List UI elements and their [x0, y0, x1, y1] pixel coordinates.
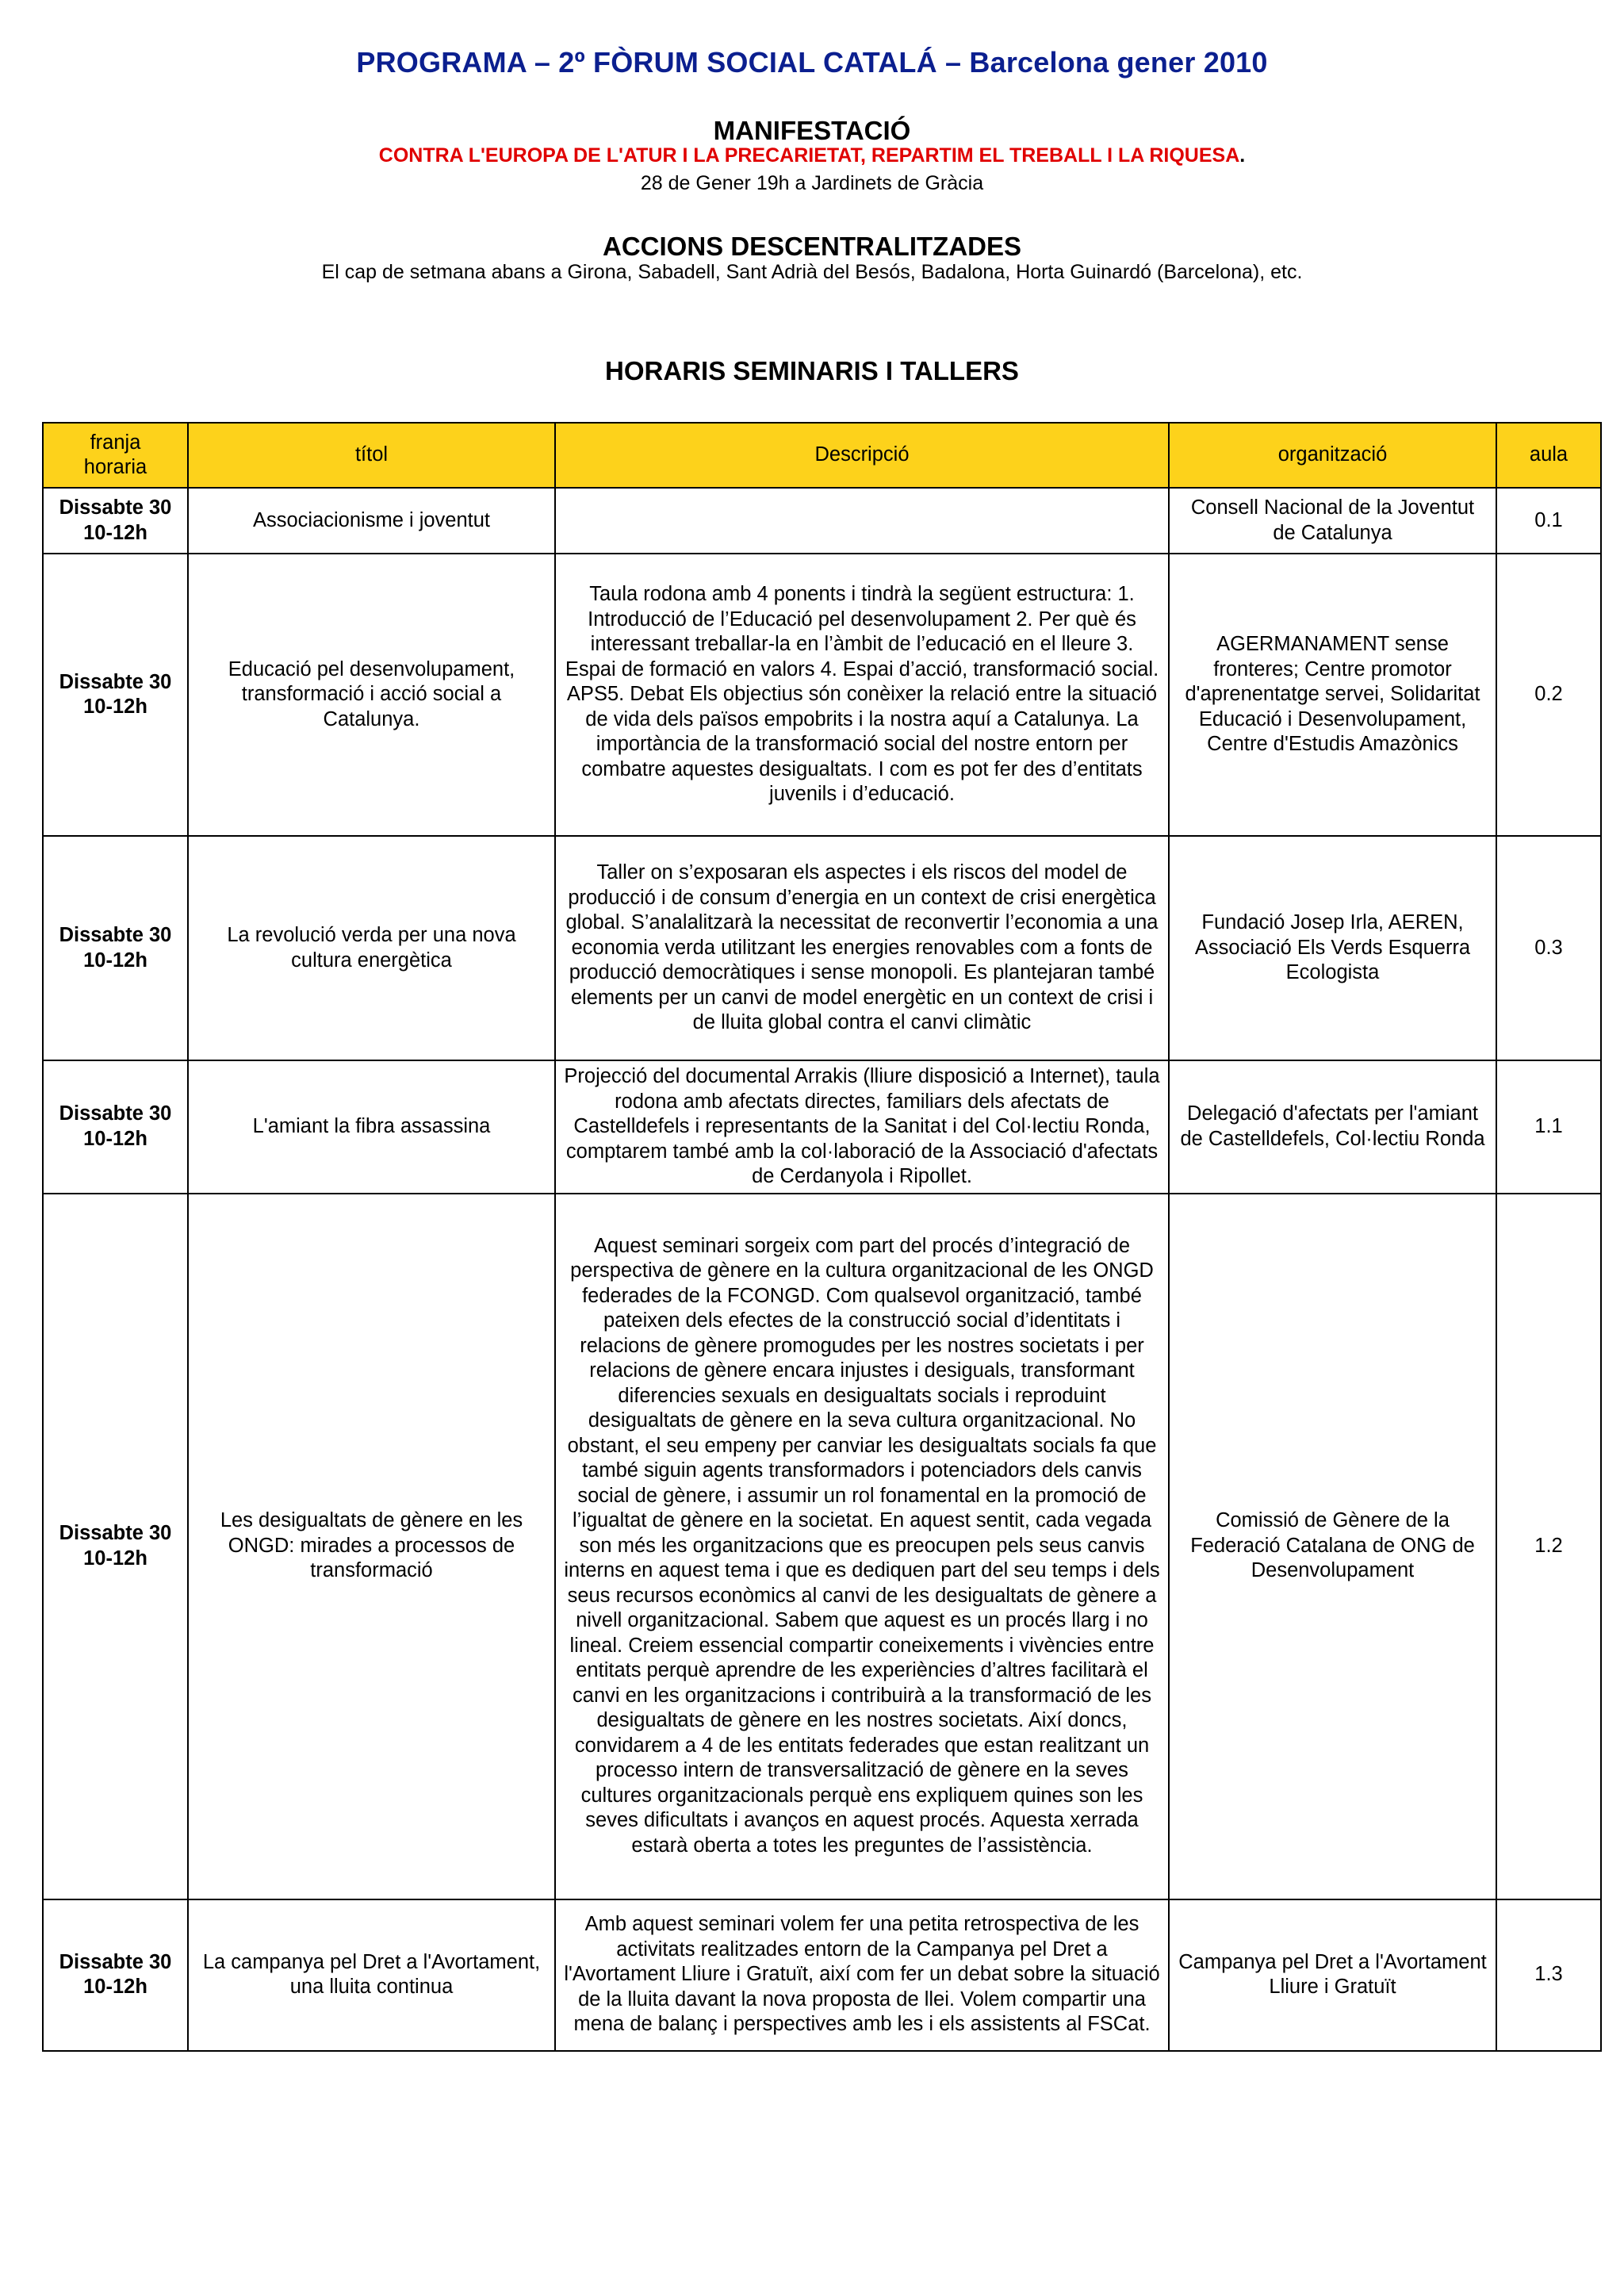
- organitzacio-cell: Consell Nacional de la Joventut de Catalunya: [1169, 488, 1496, 554]
- table-row: [43, 1899, 1601, 2051]
- franja-time: 10-12h: [83, 949, 147, 972]
- franja-day: Dissabte 30: [59, 1102, 172, 1125]
- aula-cell: 1.3: [1496, 1899, 1601, 2051]
- aula-cell: 0.3: [1496, 836, 1601, 1060]
- table-row: [43, 836, 1601, 1060]
- titol-cell: Associacionisme i joventut: [188, 488, 555, 554]
- franja-cell: [43, 1899, 188, 2051]
- franja-time: 10-12h: [83, 696, 147, 718]
- aula-cell: 1.1: [1496, 1060, 1601, 1194]
- organitzacio-cell: Delegació d'afectats per l'amiant de Castelldefels, Col·lectiu Ronda: [1169, 1060, 1496, 1194]
- franja-day: Dissabte 30: [59, 496, 172, 519]
- descripcio-cell: Taller on s’exposaran els aspectes i els riscos del model de producció i de consum d’energia en un context de crisi energètica global. S’analalitzarà la necessitat de reconvertir l’economia a una economia verda utilitzant les energies renovables com a fonts de producció democràtiques i sense monopoli. Es plantejaran també elements per un canvi de model energètic en un context de crisi i de lluita global contra el canvi climàtic: [555, 836, 1169, 1060]
- header-franja: franja horaria: [43, 423, 188, 488]
- manifestacio-slogan-text: CONTRA L'EUROPA DE L'ATUR I LA PRECARIETAT, REPARTIM EL TREBALL I LA RIQUESA: [378, 144, 1240, 167]
- franja-cell: [43, 1060, 188, 1194]
- titol-cell: L'amiant la fibra assassina: [188, 1060, 555, 1194]
- manifestacio-slogan: [0, 144, 1624, 167]
- accions-details: El cap de setmana abans a Girona, Sabadell, Sant Adrià del Besós, Badalona, Horta Guinardó (Barcelona), etc.: [321, 261, 1303, 283]
- descripcio-cell: Projecció del documental Arrakis (lliure disposició a Internet), taula rodona amb afectats directes, familiars dels afectats de Castelldefels i representants de la Sanitat i del Col·lectiu Ronda, comptarem també amb la col·laboració de la Associació d'afectats de Cerdanyola i Ripollet.: [555, 1060, 1169, 1194]
- franja-day: Dissabte 30: [59, 1522, 172, 1544]
- page-title: PROGRAMA – 2º FÒRUM SOCIAL CATALÁ – Barcelona gener 2010: [356, 46, 1268, 79]
- descripcio-cell: Amb aquest seminari volem fer una petita retrospectiva de les activitats realitzades entorn de la Campanya pel Dret a l'Avortament Lliure i Gratuït, així com fer un debat sobre la situació de la lluita davant la nova proposta de llei. Volem compartir una mena de balanç i perspectives amb les i els assistents al FSCat.: [555, 1899, 1169, 2051]
- organitzacio-cell: Campanya pel Dret a l'Avortament Lliure i Gratuït: [1169, 1899, 1496, 2051]
- table-row: [43, 1194, 1601, 1899]
- aula-cell: 0.1: [1496, 488, 1601, 554]
- descripcio-cell: Aquest seminari sorgeix com part del procés d’integració de perspectiva de gènere en la cultura organitzacional de les ONGD federades de la FCONGD. Com qualsevol organització, també pateixen dels efectes de la construcció social d’identitats i relacions de gènere promogudes per les nostres societats i per relacions de gènere encara injustes i desiguals, transformant diferencies sexuals en desigualtats socials i reproduint desigualtats de gènere en la seva cultura organitzacional. No obstant, el seu empeny per canviar les desigualtats socials fa que també siguin agents transformadors i potenciadors dels canvis social de gènere, i assumir un rol fonamental en la promoció de l’igualtat de gènere en la societat. En aquest sentit, cada vegada son més les organitzacions que es preocupen pels seus canvis interns en aquest tema i que es dediquen part del seu temps i dels seus recursos econòmics al canvi de les desigualtats de gènere a nivell organitzacional. Sabem que aquest es un procés llarg i no lineal. Creiem essencial compartir coneixements i vivències entre entitats perquè aprendre de les experiències d’altres facilitarà el canvi en les organitzacions i contribuirà a la transformació de les desigualtats de gènere en les nostres societats. Així doncs, convidarem a 4 de les entitats federades que estan realitzant un processo intern de transversalització de gènere en la seves cultures organitzacionals perquè ens expliquem quines son les seves dificultats i avanços en aquest procés. Aquesta xerrada estarà oberta a totes les preguntes de l’assistència.: [555, 1194, 1169, 1899]
- header-organitzacio: organització: [1169, 423, 1496, 488]
- franja-time: 10-12h: [83, 521, 147, 544]
- manifestacio-slogan-end: .: [1239, 144, 1246, 167]
- descripcio-cell: Taula rodona amb 4 ponents i tindrà la següent estructura: 1. Introducció de l’Educació pel desenvolupament 2. Per què és interessant treballar-la en l’àmbit de l’educació en el lleure 3. Espai de formació en valors 4. Espai d’acció, transformació social. APS5. Debat Els objectius són conèixer la relació entre la situació de vida dels països empobrits i la nostra aquí a Catalunya. La importància de la transformació social del nostre entorn per combatre aquestes desigualtats. I com es pot fer des d’entitats juvenils i d’educació.: [555, 554, 1169, 836]
- aula-cell: 0.2: [1496, 554, 1601, 836]
- franja-cell: [43, 488, 188, 554]
- manifestacio-heading: MANIFESTACIÓ: [713, 116, 911, 145]
- table-row: [43, 1060, 1601, 1194]
- titol-cell: La revolució verda per una nova cultura energètica: [188, 836, 555, 1060]
- franja-day: Dissabte 30: [59, 924, 172, 946]
- organitzacio-cell: Comissió de Gènere de la Federació Catalana de ONG de Desenvolupament: [1169, 1194, 1496, 1899]
- franja-cell: [43, 554, 188, 836]
- manifestacio-details: 28 de Gener 19h a Jardinets de Gràcia: [640, 172, 984, 194]
- header-descripcio: Descripció: [555, 423, 1169, 488]
- organitzacio-cell: Fundació Josep Irla, AEREN, Associació Els Verds Esquerra Ecologista: [1169, 836, 1496, 1060]
- franja-cell: [43, 1194, 188, 1899]
- titol-cell: Les desigualtats de gènere en les ONGD: mirades a processos de transformació: [188, 1194, 555, 1899]
- table-row: [43, 488, 1601, 554]
- franja-day: Dissabte 30: [59, 1950, 172, 1973]
- schedule-table: [42, 422, 1602, 2052]
- horaris-heading: HORARIS SEMINARIS I TALLERS: [605, 356, 1019, 385]
- organitzacio-cell: AGERMANAMENT sense fronteres; Centre promotor d'aprenentatge servei, Solidaritat Educació i Desenvolupament, Centre d'Estudis Amazònics: [1169, 554, 1496, 836]
- franja-cell: [43, 836, 188, 1060]
- franja-day: Dissabte 30: [59, 670, 172, 693]
- header-titol: títol: [188, 423, 555, 488]
- descripcio-cell: [555, 488, 1169, 554]
- titol-cell: La campanya pel Dret a l'Avortament, una lluita continua: [188, 1899, 555, 2051]
- table-row: [43, 554, 1601, 836]
- franja-time: 10-12h: [83, 1976, 147, 1998]
- header-aula: aula: [1496, 423, 1601, 488]
- accions-heading: ACCIONS DESCENTRALITZADES: [602, 232, 1022, 261]
- table-header-row: [43, 423, 1601, 488]
- franja-time: 10-12h: [83, 1127, 147, 1150]
- aula-cell: 1.2: [1496, 1194, 1601, 1899]
- titol-cell: Educació pel desenvolupament, transformació i acció social a Catalunya.: [188, 554, 555, 836]
- franja-time: 10-12h: [83, 1547, 147, 1570]
